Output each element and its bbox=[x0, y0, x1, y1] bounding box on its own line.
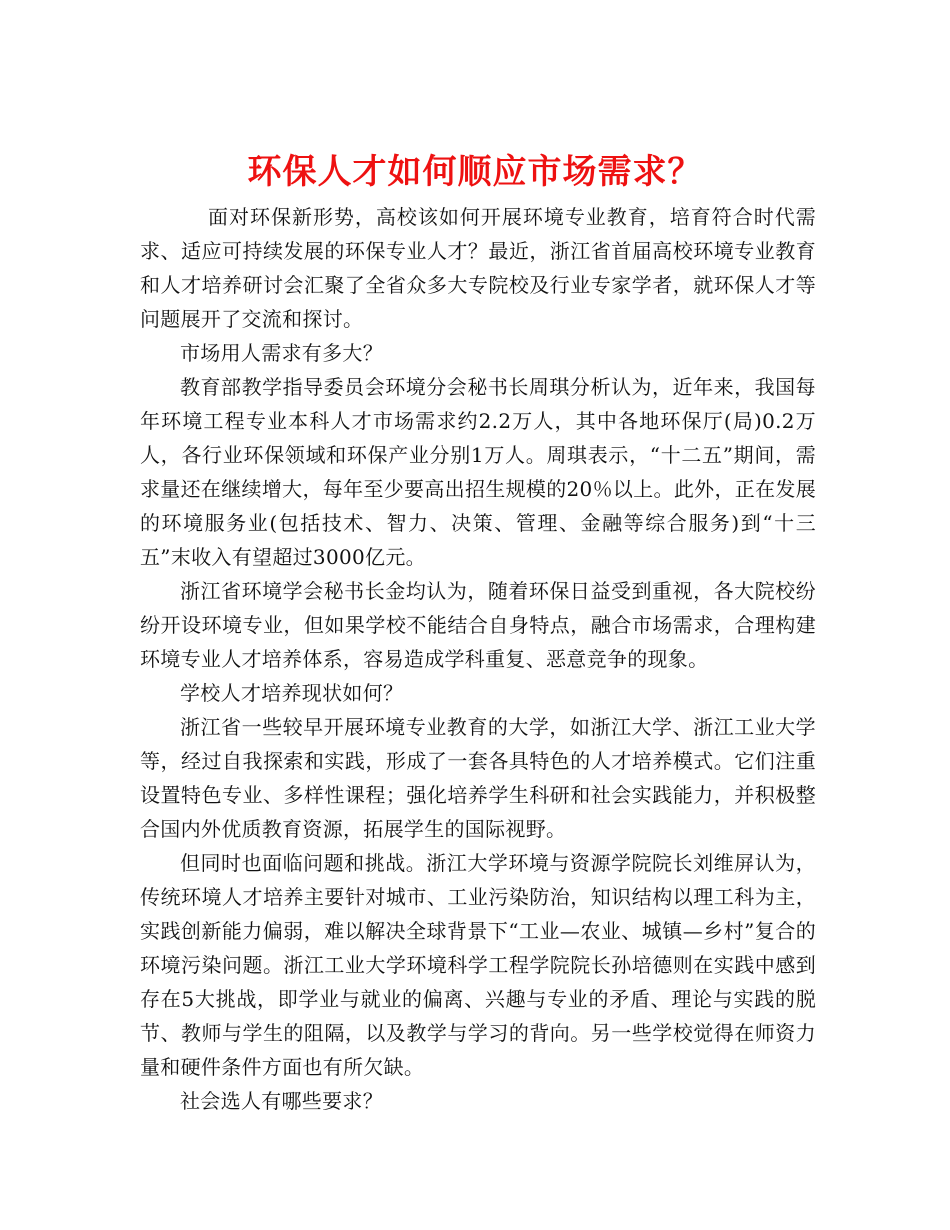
section-heading-society-requirements: 社会选人有哪些要求？ bbox=[180, 1089, 383, 1113]
paragraph-challenges: 但同时也面临问题和挑战。浙江大学环境与资源学院院长刘维屏认为，传统环境人才培养主要针对城市、工业污染防治，知识结构以理工科为主，实践创新能力偏弱，难以解决全球背景下“工业—农业、城镇—乡村”复合的环境污染问题。浙江工业大学环境科学工程学院院长孙培德则在实践中感到存在5大挑战，即学业与就业的偏离、兴趣与专业的矛盾、理论与实践的脱节、教师与学生的阻隔，以及教学与学习的背向。另一些学校觉得在师资力量和硬件条件方面也有所欠缺。 bbox=[140, 851, 816, 1079]
document-body bbox=[140, 200, 816, 1118]
paragraph-school-models: 浙江省一些较早开展环境专业教育的大学，如浙江大学、浙江工业大学等，经过自我探索和实践，形成了一套各具特色的人才培养模式。它们注重设置特色专业、多样性课程；强化培养学生科研和社会实践能力，并积极整合国内外优质教育资源，拓展学生的国际视野。 bbox=[140, 715, 816, 841]
section-heading-school-status: 学校人才培养现状如何？ bbox=[180, 681, 404, 705]
document-title: 环保人才如何顺应市场需求？ bbox=[247, 151, 703, 192]
paragraph-society-view: 浙江省环境学会秘书长金均认为，随着环保日益受到重视，各大院校纷纷开设环境专业，但如果学校不能结合自身特点，融合市场需求，合理构建环境专业人才培养体系，容易造成学科重复、恶意竞争的现象。 bbox=[140, 579, 816, 671]
paragraph-intro: 面对环保新形势，高校该如何开展环境专业教育，培育符合时代需求、适应可持续发展的环保专业人才？最近，浙江省首届高校环境专业教育和人才培养研讨会汇聚了全省众多大专院校及行业专家学者，就环保人才等问题展开了交流和探讨。 bbox=[140, 205, 816, 331]
section-heading-market-demand: 市场用人需求有多大？ bbox=[180, 341, 383, 365]
paragraph-market-demand: 教育部教学指导委员会环境分会秘书长周琪分析认为，近年来，我国每年环境工程专业本科人才市场需求约2.2万人，其中各地环保厅(局)0.2万人，各行业环保领域和环保产业分别1万人。周琪表示，“十二五”期间，需求量还在继续增大，每年至少要高出招生规模的20％以上。此外，正在发展的环境服务业(包括技术、智力、决策、管理、金融等综合服务)到“十三五”末收入有望超过3000亿元。 bbox=[140, 375, 816, 569]
